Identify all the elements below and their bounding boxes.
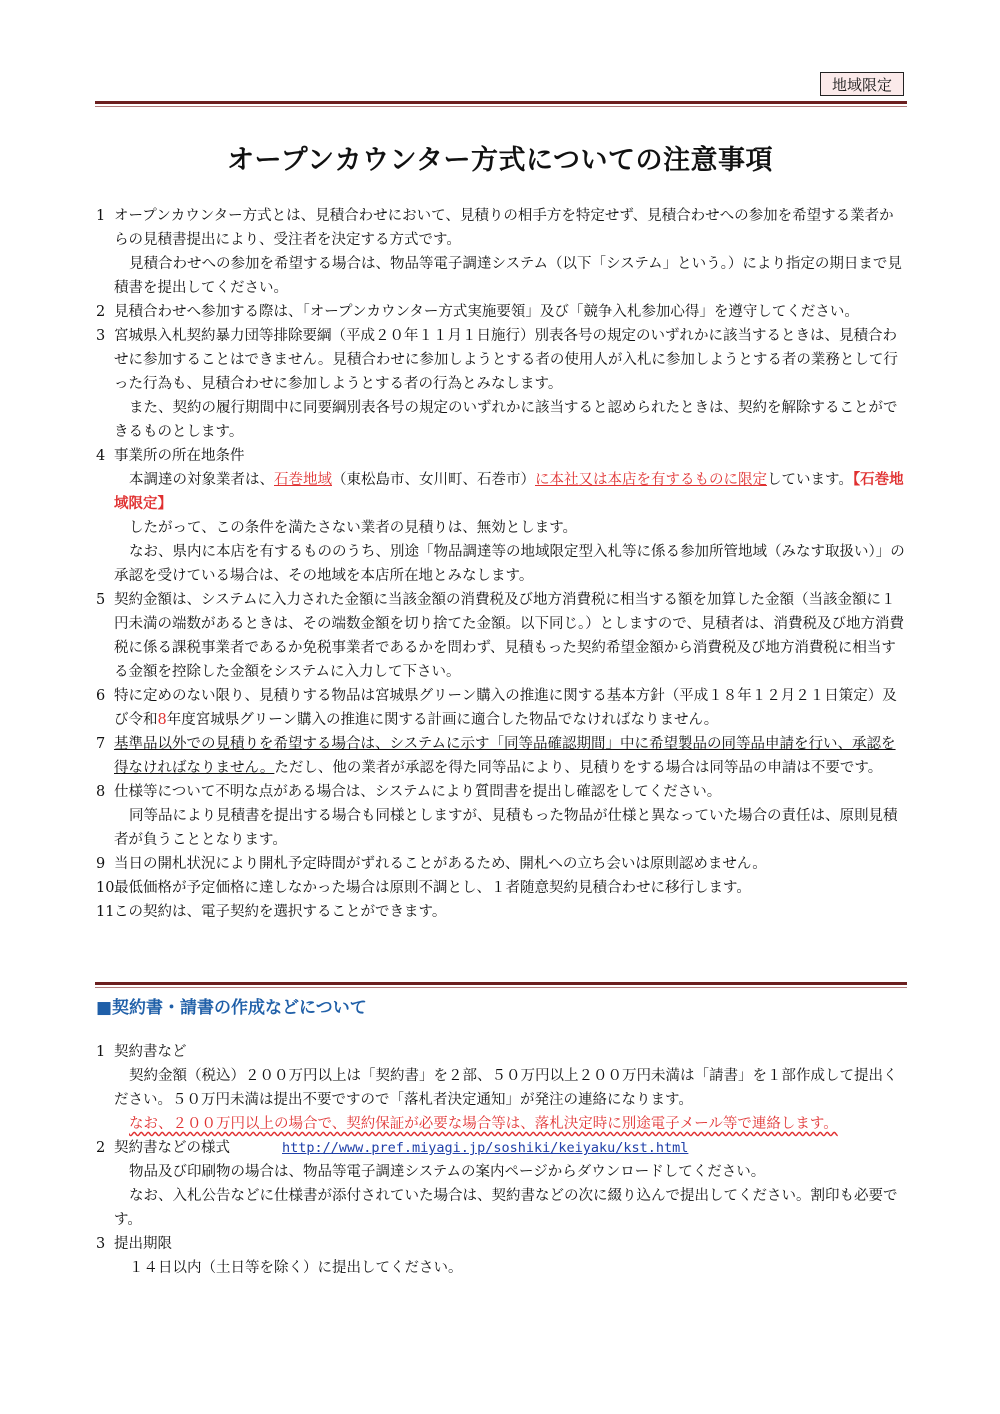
- contract-list: [96, 1040, 908, 1280]
- list-item: [96, 1112, 908, 1136]
- notice-list: [96, 204, 908, 924]
- item-number: 1: [96, 208, 106, 224]
- list-item: [96, 204, 908, 252]
- list-item: [96, 1064, 908, 1112]
- item-text: 見積合わせへの参加を希望する場合は、物品等電子調達システム（以下「システム」という。）により指定の期日まで見積書を提出してください。: [114, 256, 902, 296]
- item-text: 物品及び印刷物の場合は、物品等電子調達システムの案内ページからダウンロードしてください。: [129, 1164, 766, 1180]
- section-rule: [95, 982, 907, 988]
- item-text: 宮城県入札契約暴力団等排除要綱（平成２０年１１月１日施行）別表各号の規定のいずれかに該当するときは、見積合わせに参加することはできません。見積合わせに参加しようとする者の使用人が入札に参加しようとする者の業務として行った行為も、見積合わせに参加しようとする者の行為とみなします。: [114, 328, 898, 392]
- list-item: [96, 876, 908, 900]
- contract-notice-red: なお、２００万円以上の場合で、契約保証が必要な場合等は、落札決定時に別途電子メール等で連絡します。: [129, 1116, 838, 1132]
- section-title: ■契約書・請書の作成などについて: [96, 998, 367, 1018]
- list-item: [96, 804, 908, 852]
- item-text: 最低価格が予定価格に達しなかった場合は原則不調とし、１者随意契約見積合わせに移行します。: [114, 880, 751, 896]
- item-text: 事業所の所在地条件: [114, 448, 245, 464]
- location-text-end: しています。: [767, 472, 853, 488]
- item-number: 7: [96, 736, 106, 752]
- item-text: 仕様等について不明な点がある場合は、システムにより質問書を提出し確認をしてください。: [114, 784, 722, 800]
- item-text: 契約金額は、システムに入力された金額に当該金額の消費税及び地方消費税に相当する額を加算した金額（当該金額に１円未満の端数があるときは、その端数金額を切り捨てた金額。以下同じ。）としますので、見積者は、消費税及び地方消費税に係る課税事業者であるか免税事業者であるかを問わず、見積もった契約希望金額から消費税及び地方消費税に相当する金額を控除した金額をシステムに入力して下さい。: [114, 592, 904, 680]
- list-item: [96, 1232, 908, 1256]
- list-item: [96, 1256, 908, 1280]
- item-text: また、契約の履行期間中に同要綱別表各号の規定のいずれかに該当すると認められたときは、契約を解除することができるものとします。: [114, 400, 898, 440]
- item-text: １４日以内（土日等を除く）に提出してください。: [129, 1260, 463, 1276]
- region-limited-badge: 地域限定: [820, 72, 904, 96]
- item-text: なお、県内に本店を有するもののうち、別途「物品調達等の地域限定型入札等に係る参加所管地域（みなす取扱い）」の承認を受けている場合は、その地域を本店所在地とみなします。: [114, 544, 905, 584]
- header-rule: [95, 101, 907, 107]
- item-text: この契約は、電子契約を選択することができます。: [114, 904, 447, 920]
- item-heading: 提出期限: [114, 1236, 172, 1252]
- list-item: [96, 900, 908, 924]
- list-item: [96, 588, 908, 684]
- list-item: [96, 1184, 908, 1232]
- list-item: [96, 516, 908, 540]
- item-text: ただし、他の業者が承認を得た同等品により、見積りをする場合は同等品の申請は不要です。: [274, 760, 883, 776]
- list-item: [96, 780, 908, 804]
- list-item: [96, 732, 908, 780]
- list-item: [96, 684, 908, 732]
- region-cities: （東松島市、女川町、石巻市）: [332, 472, 535, 488]
- item-number: 4: [96, 448, 106, 464]
- list-item: [96, 444, 908, 468]
- list-item: [96, 540, 908, 588]
- item-number: 2: [96, 1140, 106, 1156]
- item-number: 11: [96, 904, 115, 920]
- item-text: 同等品により見積書を提出する場合も同様としますが、見積もった物品が仕様と異なっていた場合の責任は、原則見積者が負うこととなります。: [114, 808, 898, 848]
- region-name: 石巻地域: [274, 472, 332, 488]
- item-text: なお、入札公告などに仕様書が添付されていた場合は、契約書などの次に綴り込んで提出してください。割印も必要です。: [114, 1188, 898, 1228]
- list-item: [96, 852, 908, 876]
- equivalent-product-rule: 基準品以外での見積りを希望する場合は、システムに示す「同等品確認期間」中に希望製品の同等品申請を行い、承認を得なければなりません。: [114, 736, 896, 776]
- item-number: 9: [96, 856, 106, 872]
- forms-link[interactable]: http://www.pref.miyagi.jp/soshiki/keiyaku/kst.html: [282, 1140, 689, 1156]
- item-number: 10: [96, 880, 115, 896]
- item-number: 8: [96, 784, 106, 800]
- item-heading: 契約書などの様式: [114, 1140, 230, 1156]
- list-item: [96, 252, 908, 300]
- location-requirement: に本社又は本店を有するものに限定: [535, 472, 767, 488]
- item-text: 特に定めのない限り、見積りする物品は宮城県グリーン購入の推進に関する基本方針（平成１８年１２月２１日策定）及び令和: [114, 688, 897, 728]
- fiscal-year: 8: [157, 712, 167, 728]
- item-text: 年度宮城県グリーン購入の推進に関する計画に適合した物品でなければなりません。: [166, 712, 719, 728]
- item-number: 3: [96, 1236, 106, 1252]
- item-text: したがって、この条件を満たさない業者の見積りは、無効とします。: [129, 520, 578, 536]
- list-item: [96, 1040, 908, 1064]
- list-item: [96, 396, 908, 444]
- list-item: [96, 1136, 908, 1160]
- list-item: [96, 300, 908, 324]
- item-number: 2: [96, 304, 106, 320]
- item-number: 1: [96, 1044, 106, 1060]
- list-item: [96, 324, 908, 396]
- item-number: 6: [96, 688, 106, 704]
- item-heading: 契約書など: [114, 1044, 187, 1060]
- item-number: 5: [96, 592, 106, 608]
- item-text: 当日の開札状況により開札予定時間がずれることがあるため、開札への立ち会いは原則認めません。: [114, 856, 767, 872]
- item-text: オープンカウンター方式とは、見積合わせにおいて、見積りの相手方を特定せず、見積合わせへの参加を希望する業者からの見積書提出により、受注者を決定する方式です。: [114, 208, 894, 248]
- region-tag: 【石巻地域限定】: [114, 471, 904, 512]
- location-text: 本調達の対象業者は、: [129, 472, 274, 488]
- location-condition: [96, 468, 908, 516]
- page-title: オープンカウンター方式についての注意事項: [227, 145, 773, 176]
- item-text: 契約金額（税込）２００万円以上は「契約書」を２部、５０万円以上２００万円未満は「請書」を１部作成して提出ください。５０万円未満は提出不要ですので「落札者決定通知」が発注の連絡になります。: [114, 1068, 898, 1108]
- item-text: 見積合わせへ参加する際は、「オープンカウンター方式実施要領」及び「競争入札参加心得」を遵守してください。: [114, 304, 859, 320]
- list-item: [96, 1160, 908, 1184]
- item-number: 3: [96, 328, 106, 344]
